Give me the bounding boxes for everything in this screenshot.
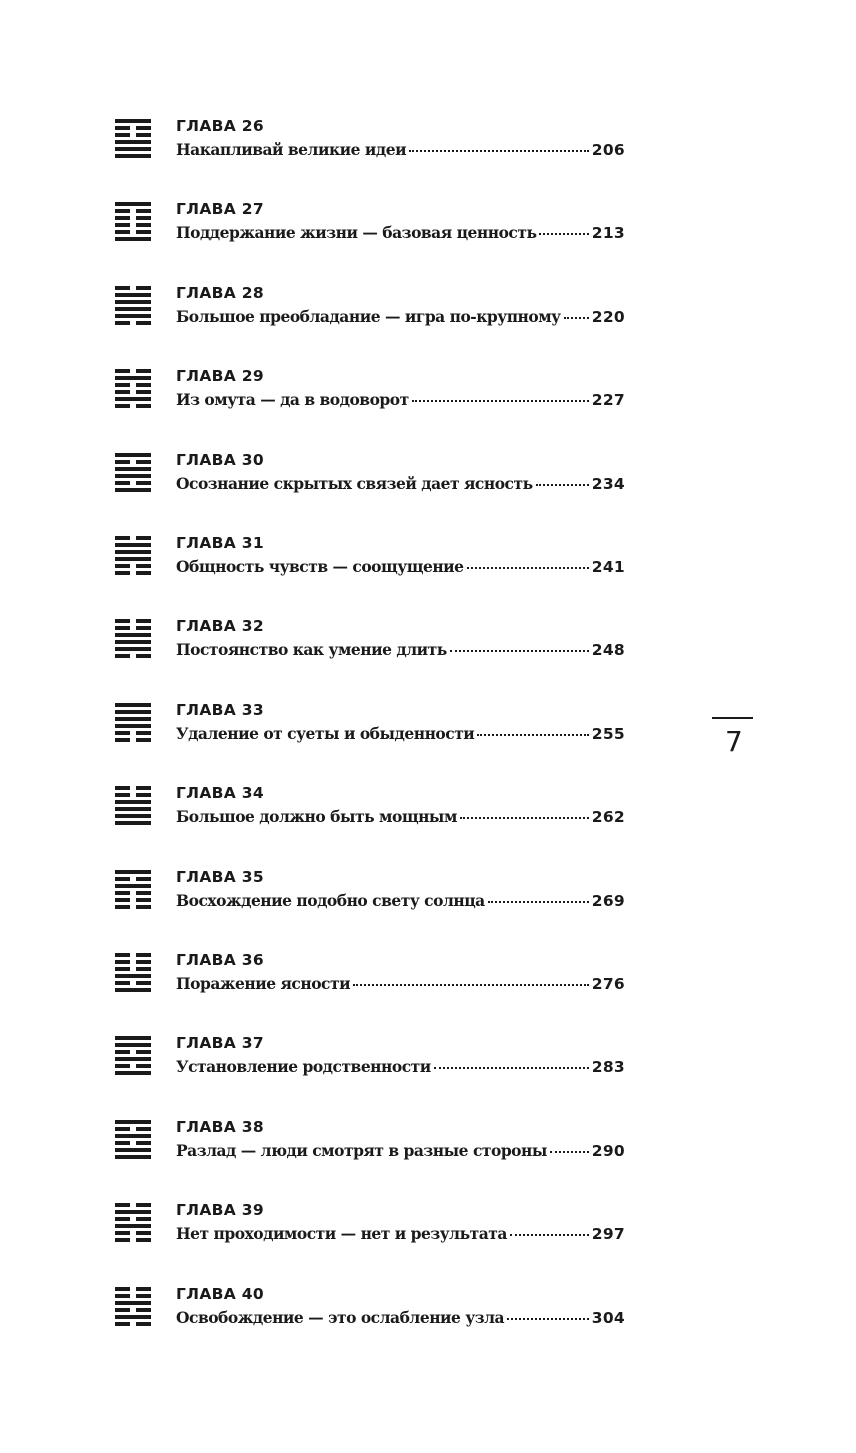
hexagram-solid-line (115, 647, 151, 651)
hexagram-solid-line (115, 870, 151, 874)
hexagram-solid-line (115, 1120, 151, 1124)
hexagram-solid-line (115, 293, 151, 297)
dot-leader (450, 650, 589, 652)
chapter-title: Большое преобладание — игра по-крупному (176, 307, 561, 326)
toc-entry (115, 534, 625, 584)
hexagram-broken-line (115, 369, 151, 373)
hexagram-solid-line (115, 488, 151, 492)
hexagram-broken-line (115, 626, 151, 630)
hexagram-broken-line (115, 1231, 151, 1235)
chapter-page-number: 206 (591, 141, 625, 159)
chapter-page-number: 297 (591, 1225, 625, 1243)
hexagram-broken-line (115, 1217, 151, 1221)
hexagram-broken-line (115, 133, 151, 137)
dot-leader (507, 1318, 589, 1320)
hexagram-solid-line (115, 1057, 151, 1061)
hexagram-broken-line (115, 481, 151, 485)
hexagram-solid-line (115, 1071, 151, 1075)
hexagram-broken-line (115, 891, 151, 895)
toc-entry (115, 284, 625, 334)
chapter-label: ГЛАВА 33 (176, 701, 264, 719)
toc-entry (115, 701, 625, 751)
chapter-page-number: 241 (591, 558, 625, 576)
hexagram-broken-line (115, 1127, 151, 1131)
page-number: 7 (725, 725, 743, 758)
folio-rule (712, 717, 753, 719)
hexagram-solid-line (115, 1210, 151, 1214)
hexagram-broken-line (115, 793, 151, 797)
chapter-label: ГЛАВА 38 (176, 1118, 264, 1136)
chapter-label: ГЛАВА 34 (176, 784, 264, 802)
toc-entry (115, 784, 625, 834)
hexagram-broken-line (115, 390, 151, 394)
toc-entry (115, 451, 625, 501)
dot-leader (434, 1067, 589, 1069)
hexagram-solid-line (115, 884, 151, 888)
hexagram-solid-line (115, 974, 151, 978)
hexagram-solid-line (115, 453, 151, 457)
chapter-page-number: 262 (591, 808, 625, 826)
chapter-title-row (176, 390, 625, 410)
chapter-title: Нет проходимости — нет и результата (176, 1224, 507, 1243)
chapter-title: Удаление от суеты и обыденности (176, 724, 475, 743)
dot-leader (510, 1234, 589, 1236)
dot-leader (353, 984, 589, 986)
toc-entry (115, 868, 625, 918)
hexagram-solid-line (115, 202, 151, 206)
hexagram-solid-line (115, 557, 151, 561)
hexagram-solid-line (115, 154, 151, 158)
toc-entry (115, 367, 625, 417)
dot-leader (550, 1151, 589, 1153)
chapter-title: Накапливай великие идеи (176, 140, 407, 159)
chapter-title-row (176, 223, 625, 243)
hexagram-solid-line (115, 1315, 151, 1319)
dot-leader (539, 233, 588, 235)
hexagram-broken-line (115, 619, 151, 623)
hexagram-broken-line (115, 731, 151, 735)
hexagram-broken-line (115, 571, 151, 575)
chapter-title: Общность чувств — соощущение (176, 557, 464, 576)
hexagram-broken-line (115, 738, 151, 742)
hexagram-icon (115, 870, 151, 909)
chapter-title: Постоянство как умение длить (176, 640, 447, 659)
hexagram-solid-line (115, 710, 151, 714)
toc-entry (115, 1034, 625, 1084)
chapter-label: ГЛАВА 31 (176, 534, 264, 552)
chapter-title: Освобождение — это ослабление узла (176, 1308, 505, 1327)
chapter-title-row (176, 1057, 625, 1077)
hexagram-broken-line (115, 460, 151, 464)
hexagram-icon (115, 536, 151, 575)
chapter-title-row (176, 474, 625, 494)
hexagram-solid-line (115, 633, 151, 637)
dot-leader (460, 817, 589, 819)
chapter-title-row (176, 724, 625, 744)
chapter-page-number: 234 (591, 475, 625, 493)
chapter-label: ГЛАВА 28 (176, 284, 264, 302)
chapter-label: ГЛАВА 29 (176, 367, 264, 385)
chapter-page-number: 255 (591, 725, 625, 743)
hexagram-solid-line (115, 474, 151, 478)
toc-entry (115, 1118, 625, 1168)
hexagram-icon (115, 286, 151, 325)
chapter-title-row (176, 1141, 625, 1161)
hexagram-broken-line (115, 286, 151, 290)
hexagram-broken-line (115, 126, 151, 130)
hexagram-solid-line (115, 1148, 151, 1152)
hexagram-broken-line (115, 960, 151, 964)
hexagram-broken-line (115, 209, 151, 213)
hexagram-solid-line (115, 376, 151, 380)
chapter-label: ГЛАВА 36 (176, 951, 264, 969)
hexagram-broken-line (115, 1238, 151, 1242)
hexagram-solid-line (115, 1134, 151, 1138)
hexagram-icon (115, 786, 151, 825)
hexagram-broken-line (115, 1294, 151, 1298)
hexagram-solid-line (115, 724, 151, 728)
hexagram-broken-line (115, 1322, 151, 1326)
hexagram-broken-line (115, 967, 151, 971)
hexagram-solid-line (115, 467, 151, 471)
chapter-title: Поддержание жизни — базовая ценность (176, 223, 537, 242)
chapter-title: Поражение ясности (176, 974, 351, 993)
hexagram-broken-line (115, 383, 151, 387)
chapter-page-number: 227 (591, 391, 625, 409)
chapter-label: ГЛАВА 27 (176, 200, 264, 218)
hexagram-broken-line (115, 898, 151, 902)
hexagram-broken-line (115, 1141, 151, 1145)
chapter-label: ГЛАВА 40 (176, 1285, 264, 1303)
hexagram-broken-line (115, 1308, 151, 1312)
hexagram-solid-line (115, 1043, 151, 1047)
chapter-title-row (176, 640, 625, 660)
hexagram-solid-line (115, 1155, 151, 1159)
chapter-label: ГЛАВА 39 (176, 1201, 264, 1219)
hexagram-solid-line (115, 1224, 151, 1228)
hexagram-broken-line (115, 981, 151, 985)
toc-entry (115, 617, 625, 667)
chapter-title-row (176, 1308, 625, 1328)
hexagram-icon (115, 1036, 151, 1075)
hexagram-icon (115, 453, 151, 492)
hexagram-broken-line (115, 953, 151, 957)
hexagram-icon (115, 953, 151, 992)
hexagram-solid-line (115, 147, 151, 151)
hexagram-broken-line (115, 404, 151, 408)
chapter-title: Осознание скрытых связей дает ясность (176, 474, 533, 493)
chapter-title-row (176, 974, 625, 994)
chapter-title-row (176, 140, 625, 160)
hexagram-icon (115, 1287, 151, 1326)
chapter-page-number: 220 (591, 308, 625, 326)
dot-leader (409, 150, 589, 152)
hexagram-broken-line (115, 905, 151, 909)
chapter-label: ГЛАВА 35 (176, 868, 264, 886)
hexagram-solid-line (115, 988, 151, 992)
hexagram-solid-line (115, 807, 151, 811)
hexagram-broken-line (115, 1050, 151, 1054)
hexagram-icon (115, 1120, 151, 1159)
hexagram-solid-line (115, 237, 151, 241)
chapter-page-number: 248 (591, 641, 625, 659)
chapter-title: Установление родственности (176, 1057, 431, 1076)
hexagram-broken-line (115, 536, 151, 540)
hexagram-broken-line (115, 1203, 151, 1207)
chapter-page-number: 304 (591, 1309, 625, 1327)
chapter-page-number: 276 (591, 975, 625, 993)
hexagram-icon (115, 1203, 151, 1242)
hexagram-icon (115, 703, 151, 742)
hexagram-broken-line (115, 223, 151, 227)
dot-leader (467, 567, 589, 569)
hexagram-broken-line (115, 877, 151, 881)
hexagram-solid-line (115, 543, 151, 547)
chapter-label: ГЛАВА 26 (176, 117, 264, 135)
chapter-page-number: 269 (591, 892, 625, 910)
hexagram-icon (115, 619, 151, 658)
hexagram-solid-line (115, 140, 151, 144)
hexagram-solid-line (115, 397, 151, 401)
hexagram-broken-line (115, 654, 151, 658)
toc-entry (115, 117, 625, 167)
dot-leader (488, 901, 589, 903)
hexagram-solid-line (115, 703, 151, 707)
hexagram-solid-line (115, 307, 151, 311)
dot-leader (564, 317, 589, 319)
chapter-title-row (176, 557, 625, 577)
hexagram-solid-line (115, 1301, 151, 1305)
hexagram-broken-line (115, 1287, 151, 1291)
toc-entry (115, 951, 625, 1001)
dot-leader (412, 400, 589, 402)
hexagram-icon (115, 202, 151, 241)
chapter-title: Большое должно быть мощным (176, 807, 457, 826)
hexagram-solid-line (115, 821, 151, 825)
chapter-title: Разлад — люди смотрят в разные стороны (176, 1141, 547, 1160)
chapter-page-number: 290 (591, 1142, 625, 1160)
hexagram-icon (115, 119, 151, 158)
hexagram-solid-line (115, 1036, 151, 1040)
chapter-label: ГЛАВА 30 (176, 451, 264, 469)
toc-entry (115, 1201, 625, 1251)
hexagram-broken-line (115, 216, 151, 220)
toc-entry (115, 200, 625, 250)
chapter-title: Из омута — да в водоворот (176, 390, 409, 409)
hexagram-solid-line (115, 717, 151, 721)
chapter-page-number: 283 (591, 1058, 625, 1076)
dot-leader (477, 734, 588, 736)
hexagram-solid-line (115, 814, 151, 818)
chapter-title: Восхождение подобно свету солнца (176, 891, 485, 910)
toc-entry (115, 1285, 625, 1335)
hexagram-solid-line (115, 800, 151, 804)
hexagram-solid-line (115, 314, 151, 318)
page-folio (712, 717, 753, 758)
chapter-label: ГЛАВА 32 (176, 617, 264, 635)
chapter-label: ГЛАВА 37 (176, 1034, 264, 1052)
hexagram-solid-line (115, 119, 151, 123)
hexagram-solid-line (115, 550, 151, 554)
chapter-page-number: 213 (591, 224, 625, 242)
hexagram-broken-line (115, 1064, 151, 1068)
hexagram-broken-line (115, 321, 151, 325)
hexagram-broken-line (115, 564, 151, 568)
hexagram-icon (115, 369, 151, 408)
hexagram-solid-line (115, 640, 151, 644)
hexagram-broken-line (115, 230, 151, 234)
chapter-title-row (176, 891, 625, 911)
hexagram-broken-line (115, 786, 151, 790)
hexagram-solid-line (115, 300, 151, 304)
chapter-title-row (176, 307, 625, 327)
chapter-title-row (176, 1224, 625, 1244)
chapter-title-row (176, 807, 625, 827)
dot-leader (536, 484, 589, 486)
